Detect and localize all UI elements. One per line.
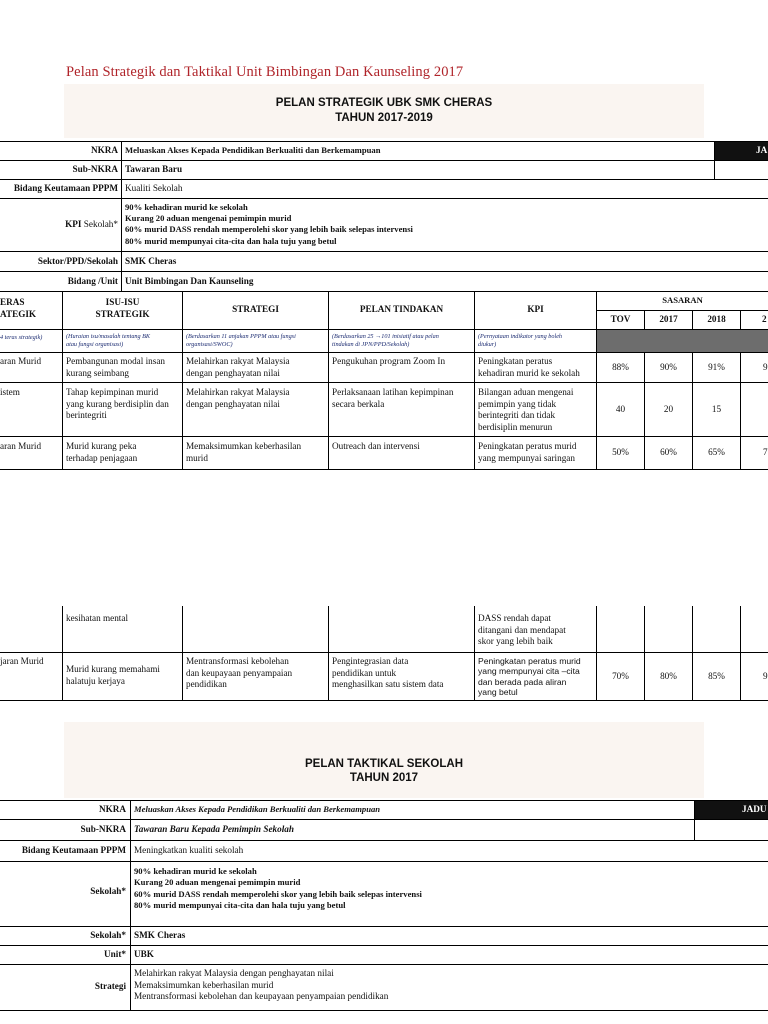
row-strategi: Melahirkan rakyat Malaysia dengan penghayatan nilai (186, 387, 290, 409)
row-teras: jaran Murid (0, 656, 44, 666)
strategic-heading: PELAN STRATEGIK UBK SMK CHERAS (275, 97, 493, 109)
row-teras: aran Murid (0, 356, 42, 366)
row-tov: 50% (612, 447, 629, 457)
tactical-subnkra-label: Sub-NKRA (80, 824, 126, 834)
row-tov: 40 (615, 404, 626, 414)
row-strategi: Melahirkan rakyat Malaysia dengan penghayatan nilai (186, 356, 290, 378)
tactical-unit-label: Unit* (104, 949, 126, 959)
col-pelan-header: PELAN TINDAKAN (359, 304, 444, 314)
tactical-heading: PELAN TAKTIKAL SEKOLAH (304, 758, 464, 770)
nkra-label: NKRA (90, 145, 118, 155)
note-pelan: (Berdasarkan 25 →101 inisiatif atau pelan tindakan di JPN/PPD/Sekolah) (332, 333, 439, 348)
row-2018: 65% (708, 447, 725, 457)
row-pelan: Pengintegrasian data pendidikan untuk menghasilkan satu sistem data (332, 656, 444, 689)
tactical-nkra-label: NKRA (98, 804, 126, 814)
col-isu-header-2: STRATEGIK (95, 309, 150, 319)
row-2019: 9 (763, 362, 768, 372)
col-tov-header: TOV (610, 314, 631, 324)
row-2019: 9 (763, 671, 768, 681)
sektor-value: SMK Cheras (125, 256, 177, 266)
tactical-strategi-list: Melahirkan rakyat Malaysia dengan penghayatan nilai Memaksimumkan keberhasilan murid Mentransformasi kebolehan dan keupayaan penyampaian pendidikan (134, 968, 389, 1001)
note-isu: (Huraian isu/masalah tentang BK atau fungsi organisasi) (66, 333, 151, 348)
nkra-right-label: JA (756, 145, 768, 155)
col-sasaran-header: SASARAN (662, 295, 703, 305)
row-strategi: Mentransformasi kebolehan dan keupayaan penyampaian pendidikan (186, 656, 293, 689)
row-2018: 91% (708, 362, 725, 372)
tactical-nkra-value: Meluaskan Akses Kepada Pendidikan Berkualiti dan Berkemampuan (134, 804, 381, 814)
col-2017-header: 2017 (659, 314, 678, 324)
row-tov: 70% (612, 671, 629, 681)
row-pelan: Perlaksanaan latihan kepimpinan secara berkala (332, 387, 454, 409)
col-teras-header-2: ATEGIK (0, 309, 37, 319)
row-2017: 20 (663, 404, 674, 414)
kpi-list: 90% kehadiran murid ke sekolah Kurang 20 aduan mengenai pemimpin murid 60% murid DASS rendah memperolehi skor yang lebih baik selepas intervensi 80% murid mempunyai cita-cita dan hala tuju yang betul (125, 202, 413, 246)
row-2017: 90% (660, 362, 677, 372)
unit-label: Bidang /Unit (67, 276, 118, 286)
tactical-kpi-list: 90% kehadiran murid ke sekolah Kurang 20 aduan mengenai pemimpin murid 60% murid DASS rendah memperolehi skor yang lebih baik selepas intervensi 80% murid mempunyai cita-cita dan hala tuju yang betul (134, 866, 422, 910)
kpi-label: KPI Sekolah* (65, 219, 118, 229)
col-2019-header: 2 (762, 314, 767, 324)
row-kpi: DASS rendah dapat ditangani dan mendapat skor yang lebih baik (478, 613, 566, 646)
tactical-year: TAHUN 2017 (349, 772, 419, 784)
tactical-subnkra-value: Tawaran Baru Kepada Pemimpin Sekolah (134, 824, 294, 834)
subnkra-label: Sub-NKRA (72, 164, 118, 174)
row-teras: istem (0, 387, 20, 397)
row-kpi: Peningkatan peratus kehadiran murid ke sekolah (478, 356, 580, 378)
row-pelan: Pengukuhan program Zoom In (332, 356, 446, 366)
col-isu-header: ISU-ISU (105, 297, 140, 307)
row-isu: Murid kurang memahami halatuju kerjaya (66, 664, 160, 686)
tactical-sekolah-label: Sekolah* (90, 930, 126, 940)
bidang-value: Kualiti Sekolah (125, 183, 183, 193)
row-2019: 7 (763, 447, 768, 457)
tactical-unit-value: UBK (134, 949, 154, 959)
tactical-bidang-label: Bidang Keutamaan PPPM (21, 845, 126, 855)
row-2018: 15 (711, 404, 722, 414)
row-kpi: Peningkatan peratus murid yang mempunyai cita –cita dan berada pada aliran yang betul (478, 656, 581, 698)
row-kpi: Peningkatan peratus murid yang mempunyai saringan (478, 441, 577, 463)
col-kpi-header: KPI (527, 304, 544, 314)
subnkra-value: Tawaran Baru (125, 164, 183, 174)
row-2017: 80% (660, 671, 677, 681)
tactical-kpi-label: Sekolah* (90, 886, 126, 896)
row-2018: 85% (708, 671, 725, 681)
row-isu: Pembangunan modal insan kurang seimbang (66, 356, 166, 378)
unit-value: Unit Bimbingan Dan Kaunseling (125, 276, 254, 286)
col-2018-header: 2018 (707, 314, 726, 324)
row-isu: Tahap kepimpinan murid yang kurang berdisiplin dan berintegriti (66, 387, 169, 420)
sektor-label: Sektor/PPD/Sekolah (37, 256, 118, 266)
col-teras-header: ERAS (0, 297, 25, 307)
row-2017: 60% (660, 447, 677, 457)
row-strategi: Memaksimumkan keberhasilan murid (186, 441, 302, 463)
note-kpi: (Pernyataan indikator yang boleh diukur) (478, 333, 563, 348)
row-kpi: Bilangan aduan mengenai pemimpin yang tidak berintegriti dan tidak berdisiplin menurun (478, 387, 574, 432)
row-tov: 88% (612, 362, 629, 372)
tactical-strategi-label: Strategi (94, 981, 126, 991)
col-strategi-header: STRATEGI (232, 304, 279, 314)
row-pelan: Outreach dan intervensi (332, 441, 420, 451)
row-teras: aran Murid (0, 441, 42, 451)
note-teras: 4 teras strategik) (0, 334, 43, 341)
tactical-sekolah-value: SMK Cheras (134, 930, 186, 940)
strategic-year: TAHUN 2017-2019 (335, 112, 433, 124)
document-title: Pelan Strategik dan Taktikal Unit Bimbingan Dan Kaunseling 2017 (66, 64, 464, 80)
nkra-value: Meluaskan Akses Kepada Pendidikan Berkualiti dan Berkemampuan (125, 145, 381, 155)
note-strategi: (Berdasarkan 11 anjakan PPPM atau fungsi organisasi/SWOC) (186, 333, 296, 348)
tactical-bidang-value: Meningkatkan kualiti sekolah (134, 845, 244, 855)
row-isu: Murid kurang peka terhadap penjagaan (66, 441, 138, 463)
row-isu: kesihatan mental (66, 613, 128, 623)
tactical-nkra-right: JADU (742, 804, 767, 814)
bidang-label: Bidang Keutamaan PPPM (13, 183, 118, 193)
